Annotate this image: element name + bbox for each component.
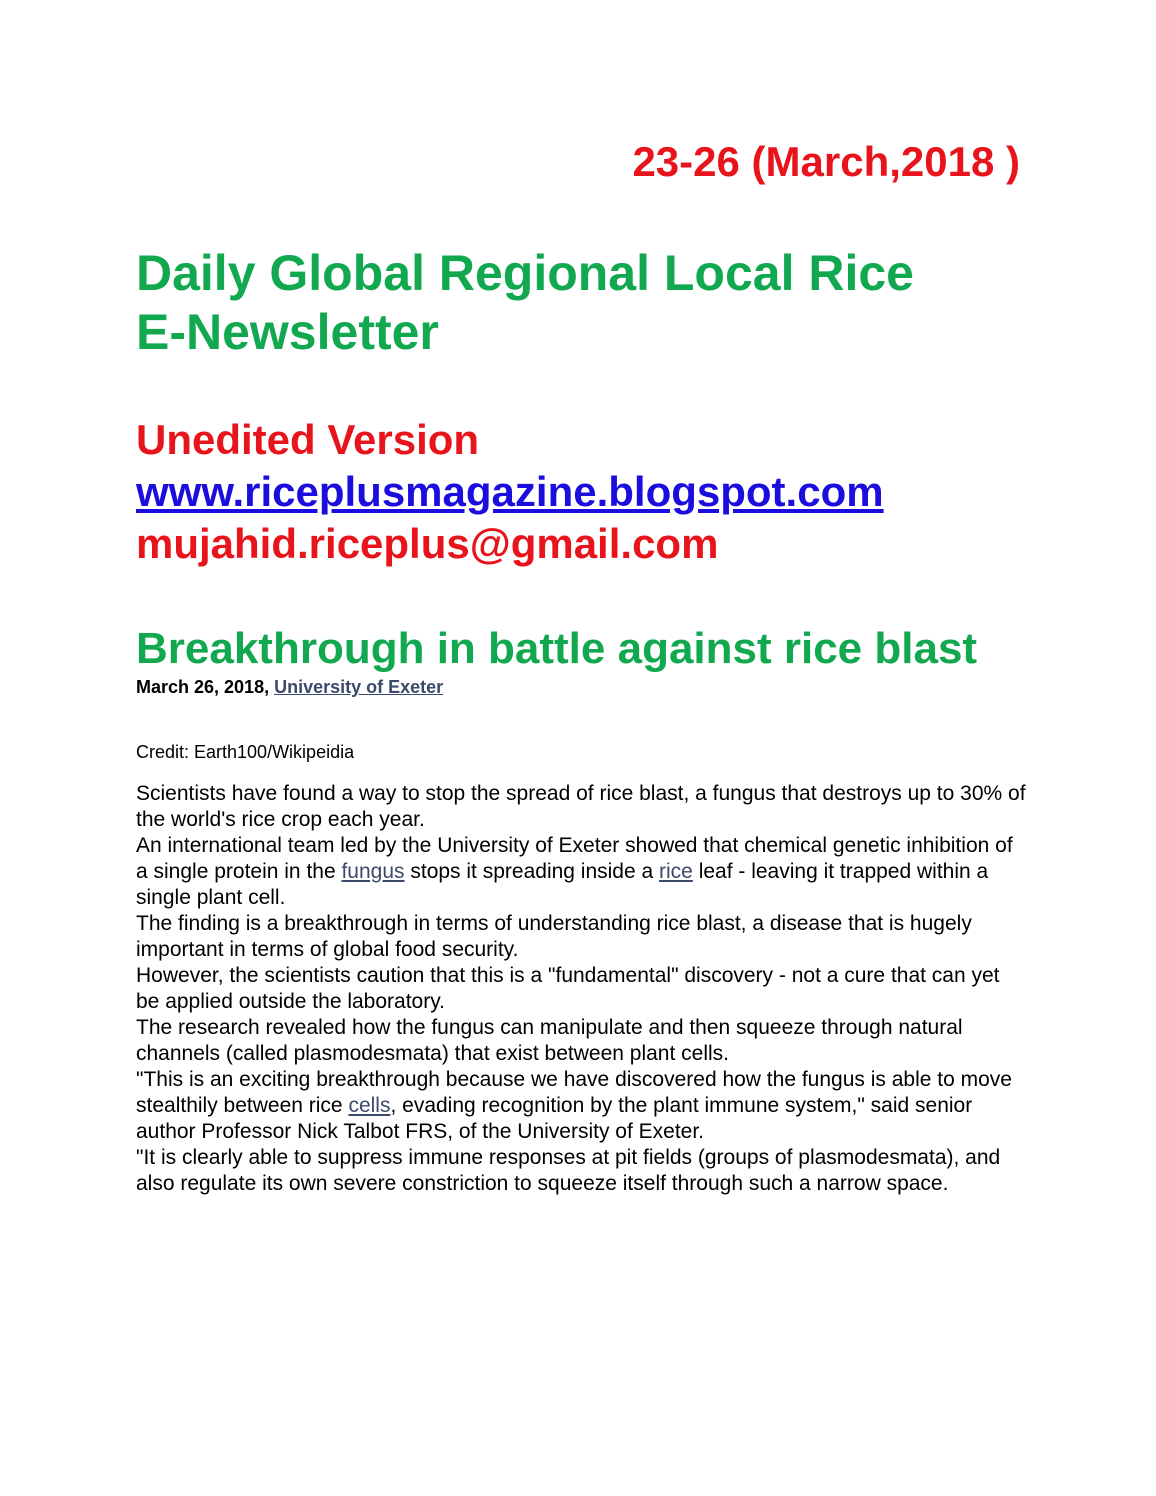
cells-link[interactable]: cells	[348, 1094, 391, 1117]
newsletter-title-line-2: E-Newsletter	[136, 304, 439, 360]
website-link[interactable]: www.riceplusmagazine.blogspot.com	[136, 468, 884, 515]
paragraph-2	[136, 833, 1026, 911]
paragraph-3: The finding is a breakthrough in terms of understanding rice blast, a disease that is hugely important in terms of global food security.	[136, 912, 972, 961]
paragraph-4: However, the scientists caution that this is a "fundamental" discovery - not a cure that can yet be applied outside the laboratory.	[136, 964, 1000, 1013]
newsletter-title	[136, 244, 1036, 362]
paragraph-2-text-c: leaf - leaving it trapped within a single plant cell.	[136, 860, 989, 909]
issue-date: 23-26 (March,2018 )	[632, 138, 1020, 185]
version-label: Unedited Version	[136, 416, 480, 463]
fungus-link[interactable]: fungus	[341, 860, 405, 883]
byline-date: March 26, 2018,	[136, 677, 275, 697]
paragraph-2-text-b: stops it spreading inside a	[404, 860, 660, 883]
paragraph-6-text-a: "This is an exciting breakthrough because we have discovered how the fungus is able to move stealthily between rice	[136, 1068, 1012, 1117]
paragraph-5: The research revealed how the fungus can manipulate and then squeeze through natural channels (called plasmodesmata) that exist between plant cells.	[136, 1016, 963, 1065]
contact-block	[136, 414, 884, 570]
newsletter-title-line-1: Daily Global Regional Local Rice	[136, 245, 914, 301]
byline-source-link[interactable]: University of Exeter	[274, 677, 444, 697]
article-body	[136, 781, 1026, 1197]
paragraph-6-text-b: , evading recognition by the plant immune system," said senior author Professor Nick Talbot FRS, of the University of Exeter.	[136, 1094, 973, 1143]
image-credit: Credit: Earth100/Wikipeidia	[136, 742, 355, 762]
paragraph-7: "It is clearly able to suppress immune responses at pit fields (groups of plasmodesmata), and also regulate its own severe constriction to squeeze itself through such a narrow space.	[136, 1146, 1001, 1195]
paragraph-1: Scientists have found a way to stop the spread of rice blast, a fungus that destroys up to 30% of the world's rice crop each year.	[136, 782, 1026, 831]
article-byline	[136, 676, 443, 698]
rice-link[interactable]: rice	[659, 860, 693, 883]
article-headline: Breakthrough in battle against rice blast	[136, 624, 978, 673]
email-address: mujahid.riceplus@gmail.com	[136, 520, 719, 567]
paragraph-6	[136, 1067, 1026, 1145]
paragraph-2-text-a: An international team led by the University of Exeter showed that chemical genetic inhibition of a single protein in the	[136, 834, 1013, 883]
